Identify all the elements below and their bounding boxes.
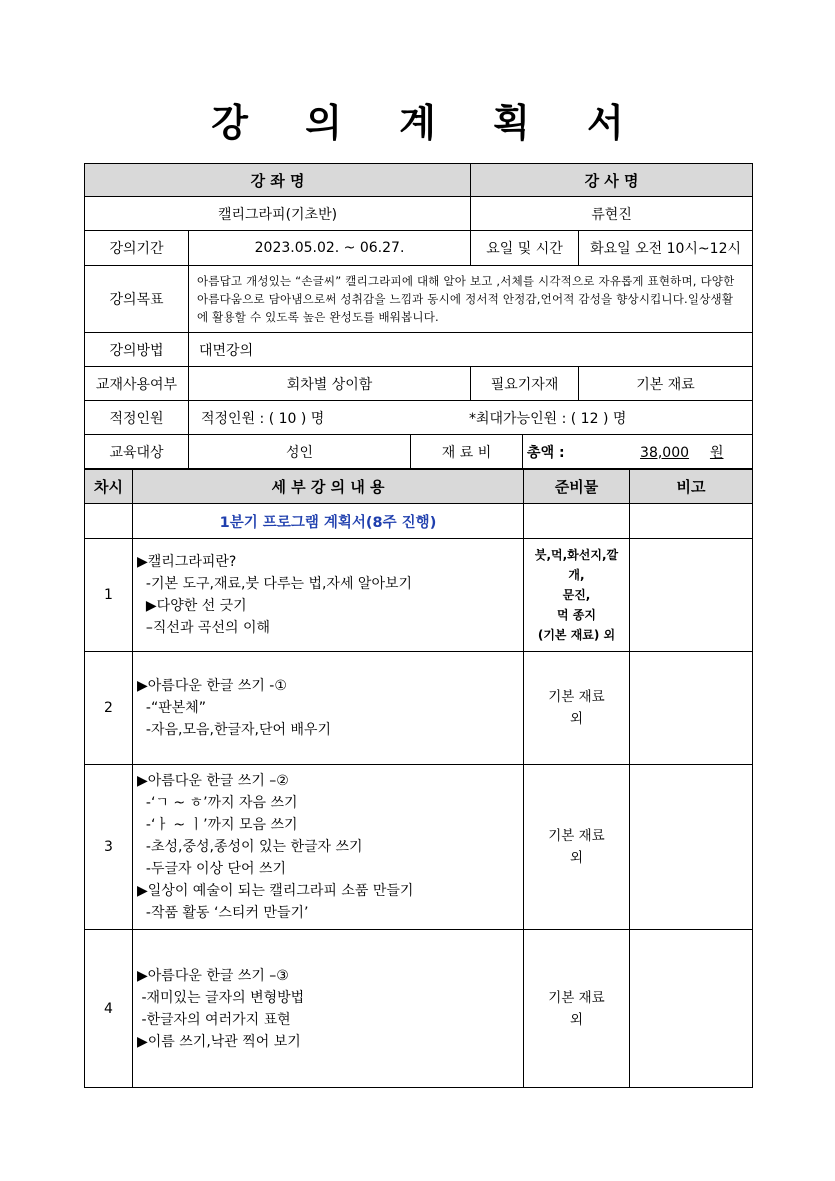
total-label: 총액 : xyxy=(527,444,565,461)
goal-label: 강의목표 xyxy=(85,266,189,333)
session-note xyxy=(630,539,753,652)
session-prep xyxy=(524,652,630,765)
session-number: 3 xyxy=(85,765,133,930)
target-value: 성인 xyxy=(189,435,411,469)
session-note xyxy=(630,652,753,765)
total-amount: 38,000 xyxy=(640,444,690,461)
content-line: -한글자의 여러가지 표현 xyxy=(137,1011,291,1028)
prep-line: 외 xyxy=(569,1011,584,1028)
prep-line: 외 xyxy=(569,711,584,727)
content-line: -“판본체” xyxy=(137,700,207,716)
capacity-cell xyxy=(189,401,753,435)
content-line: ▶이름 쓰기,낙관 찍어 보기 xyxy=(137,1033,301,1050)
course-name: 캘리그라피(기초반) xyxy=(85,197,471,231)
target-label: 교육대상 xyxy=(85,435,189,469)
total-unit: 원 xyxy=(709,444,724,461)
prep-header: 준비물 xyxy=(524,470,630,504)
course-name-header: 강 좌 명 xyxy=(85,164,471,197)
method-value: 대면강의 xyxy=(189,333,753,367)
instructor-name: 류현진 xyxy=(471,197,753,231)
prep-line: 외 xyxy=(569,850,584,866)
fee-total-cell xyxy=(523,435,753,469)
prep-line: 기본 재료 xyxy=(548,689,605,705)
empty-cell xyxy=(524,504,630,539)
content-line: ▶다양한 선 긋기 xyxy=(137,598,247,614)
max-capacity-value: *최대가능인원 : ( 12 ) 명 xyxy=(469,410,627,427)
period-value: 2023.05.02. ~ 06.27. xyxy=(189,231,471,266)
content-line: ▶일상이 예술이 되는 캘리그라피 소품 만들기 xyxy=(137,883,414,899)
instructor-header: 강 사 명 xyxy=(471,164,753,197)
session-number: 4 xyxy=(85,930,133,1088)
session-prep xyxy=(524,930,630,1088)
content-header: 세 부 강 의 내 용 xyxy=(133,470,524,504)
content-line: -재미있는 글자의 변형방법 xyxy=(137,989,305,1006)
period-label: 강의기간 xyxy=(85,231,189,266)
equipment-value: 기본 재료 xyxy=(579,367,753,401)
content-line: -기본 도구,재료,붓 다루는 법,자세 알아보기 xyxy=(137,576,413,592)
prep-line: 붓,먹,화선지,깔개, xyxy=(534,548,619,582)
empty-cell xyxy=(630,504,753,539)
content-line: -초성,중성,종성이 있는 한글자 쓰기 xyxy=(137,839,363,855)
goal-text: 아름답고 개성있는 “손글씨” 캘리그라피에 대해 알아 보고 ,서체를 시각적으로 자유롭게 표현하며, 다양한 아름다움으로 담아냄으로써 성취감을 느낌과 동시에 정서적 안정감,언어적 감성을 향상시킵니다.일상생활에 활용할 수 있도록 높은 완성도를 배워봅니다. xyxy=(189,266,753,333)
session-prep xyxy=(524,765,630,930)
capacity-label: 적정인원 xyxy=(85,401,189,435)
content-line: ▶캘리그라피란? xyxy=(137,554,237,570)
schedule-label: 요일 및 시간 xyxy=(471,231,579,266)
session-content xyxy=(133,539,524,652)
content-line: -두글자 이상 단어 쓰기 xyxy=(137,861,287,877)
prep-line: (기본 재료) 외 xyxy=(537,628,616,642)
program-title: 1분기 프로그램 계획서(8주 진행) xyxy=(133,504,524,539)
page-title: 강 의 계 획 서 xyxy=(211,101,646,145)
course-info-table xyxy=(84,163,753,469)
equipment-label: 필요기자재 xyxy=(471,367,579,401)
content-line: ▶아름다운 한글 쓰기 -① xyxy=(137,678,287,694)
prep-line: 문진, xyxy=(562,588,591,602)
schedule-value: 화요일 오전 10시~12시 xyxy=(579,231,753,266)
session-content xyxy=(133,765,524,930)
session-prep xyxy=(524,539,630,652)
table-row xyxy=(85,765,753,930)
content-line: -‘ㅏ ~ ㅣ’까지 모음 쓰기 xyxy=(137,817,298,833)
prep-line: 기본 재료 xyxy=(548,828,605,844)
table-row xyxy=(85,930,753,1088)
table-row xyxy=(85,652,753,765)
prep-line: 기본 재료 xyxy=(548,989,605,1006)
schedule-table xyxy=(84,469,753,1088)
fee-label: 재 료 비 xyxy=(411,435,523,469)
method-label: 강의방법 xyxy=(85,333,189,367)
capacity-value: 적정인원 : ( 10 ) 명 xyxy=(201,410,325,427)
table-row xyxy=(85,539,753,652)
content-line: -작품 활동 ‘스티커 만들기’ xyxy=(137,905,309,921)
content-line: –직선과 곡선의 이해 xyxy=(137,620,270,636)
session-header: 차시 xyxy=(85,470,133,504)
empty-cell xyxy=(85,504,133,539)
note-header: 비고 xyxy=(630,470,753,504)
session-content xyxy=(133,652,524,765)
session-number: 2 xyxy=(85,652,133,765)
session-content xyxy=(133,930,524,1088)
session-note xyxy=(630,765,753,930)
prep-line: 먹 종지 xyxy=(557,608,596,622)
session-number: 1 xyxy=(85,539,133,652)
session-note xyxy=(630,930,753,1088)
textbook-label: 교재사용여부 xyxy=(85,367,189,401)
content-line: -자음,모음,한글자,단어 배우기 xyxy=(137,722,332,738)
content-line: ▶아름다운 한글 쓰기 –② xyxy=(137,773,289,789)
textbook-value: 회차별 상이함 xyxy=(189,367,471,401)
content-line: ▶아름다운 한글 쓰기 –③ xyxy=(137,967,289,984)
content-line: -‘ㄱ ~ ㅎ’까지 자음 쓰기 xyxy=(137,795,298,811)
